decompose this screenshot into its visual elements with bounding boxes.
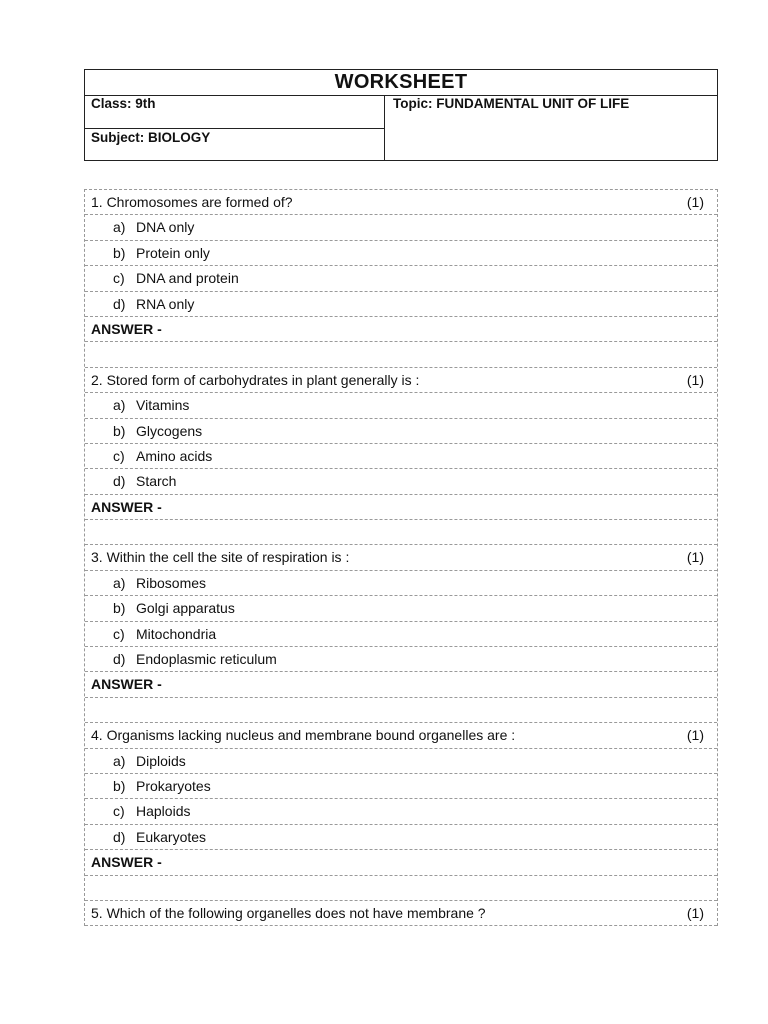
class-label: Class: 9th: [85, 95, 385, 129]
option-letter: c): [113, 803, 125, 820]
question-row: [85, 545, 717, 570]
answer-label-row: [85, 495, 717, 520]
question-row: [85, 368, 717, 393]
option-letter: d): [113, 651, 126, 668]
option-row: [85, 444, 717, 469]
question-row: [85, 190, 717, 215]
question-marks: (1): [686, 194, 704, 210]
option-letter: a): [113, 752, 126, 769]
question-row: [85, 901, 717, 926]
option-text: Endoplasmic reticulum: [136, 651, 277, 668]
option-row: [85, 774, 717, 799]
option-letter: b): [113, 422, 126, 439]
option-letter: b): [113, 600, 126, 617]
option-row: [85, 266, 717, 291]
option-text: Starch: [136, 473, 177, 490]
answer-label-row: [85, 850, 717, 875]
topic-label: Topic: FUNDAMENTAL UNIT OF LIFE: [393, 96, 630, 111]
option-letter: a): [113, 219, 126, 236]
question-text: 1. Chromosomes are formed of?: [91, 194, 293, 210]
option-letter: a): [113, 574, 126, 591]
option-letter: d): [113, 473, 126, 490]
option-text: DNA only: [136, 219, 195, 236]
option-letter: b): [113, 244, 126, 261]
answer-space[interactable]: [85, 520, 717, 545]
worksheet-header: [84, 69, 718, 161]
question-text: 4. Organisms lacking nucleus and membrane bound organelles are :: [91, 727, 516, 744]
option-text: Prokaryotes: [136, 777, 211, 794]
option-text: Golgi apparatus: [136, 600, 235, 617]
option-text: Diploids: [136, 752, 186, 769]
answer-space[interactable]: [85, 698, 717, 723]
option-letter: a): [113, 397, 126, 414]
option-row: [85, 799, 717, 824]
option-row: [85, 241, 717, 266]
option-row: [85, 596, 717, 621]
option-text: Eukaryotes: [136, 828, 207, 845]
option-row: [85, 825, 717, 850]
option-row: [85, 393, 717, 418]
question-marks: (1): [686, 727, 704, 744]
option-row: [85, 749, 717, 774]
option-row: [85, 571, 717, 596]
option-text: Ribosomes: [136, 574, 207, 591]
option-letter: b): [113, 777, 126, 794]
answer-space[interactable]: [85, 876, 717, 901]
option-letter: c): [113, 447, 125, 464]
answer-label: ANSWER -: [91, 320, 162, 337]
option-text: Haploids: [136, 803, 191, 820]
worksheet-title: WORKSHEET: [85, 70, 717, 96]
option-row: [85, 469, 717, 494]
answer-space[interactable]: [85, 342, 717, 367]
option-text: RNA only: [136, 295, 195, 312]
question-text: 5. Which of the following organelles does not have membrane ?: [91, 904, 486, 921]
option-text: Glycogens: [136, 422, 203, 439]
option-letter: d): [113, 828, 126, 845]
option-row: [85, 419, 717, 444]
questions-table: [84, 189, 718, 926]
option-row: [85, 647, 717, 672]
answer-label-row: [85, 317, 717, 342]
option-text: Mitochondria: [136, 625, 217, 642]
option-row: [85, 292, 717, 317]
option-text: Amino acids: [136, 447, 213, 464]
subject-label: Subject: BIOLOGY: [85, 129, 385, 161]
question-text: 3. Within the cell the site of respiration is :: [91, 549, 350, 566]
question-marks: (1): [686, 549, 704, 566]
answer-label: ANSWER -: [91, 676, 162, 693]
question-marks: (1): [686, 371, 704, 388]
answer-label: ANSWER -: [91, 498, 162, 515]
question-marks: (1): [686, 904, 704, 921]
answer-label-row: [85, 672, 717, 697]
option-text: DNA and protein: [136, 270, 239, 287]
option-row: [85, 622, 717, 647]
option-text: Vitamins: [136, 397, 190, 414]
answer-label: ANSWER -: [91, 854, 162, 871]
option-letter: c): [113, 625, 125, 642]
option-row: [85, 215, 717, 240]
question-row: [85, 723, 717, 748]
option-letter: d): [113, 295, 126, 312]
question-text: 2. Stored form of carbohydrates in plant generally is :: [91, 371, 420, 388]
option-letter: c): [113, 270, 125, 287]
option-text: Protein only: [136, 244, 210, 261]
